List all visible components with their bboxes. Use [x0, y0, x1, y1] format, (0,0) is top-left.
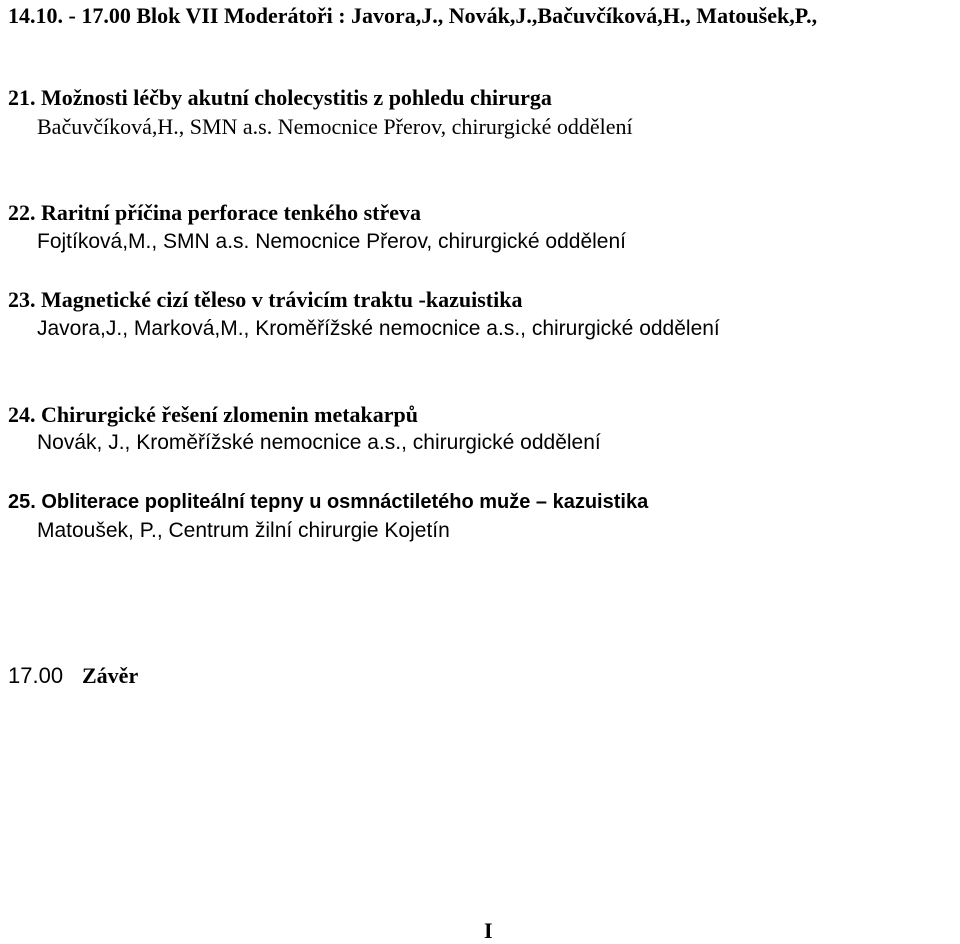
talk-21-title: 21. Možnosti léčby akutní cholecystitis z pohledu chirurga [8, 85, 552, 110]
talk-24-authors: Novák, J., Kroměřížské nemocnice a.s., chirurgické oddělení [37, 431, 601, 454]
talk-21-authors: Bačuvčíková,H., SMN a.s. Nemocnice Přerov, chirurgické oddělení [37, 114, 633, 139]
talk-22-authors: Fojtíková,M., SMN a.s. Nemocnice Přerov, chirurgické oddělení [37, 230, 626, 253]
talk-25-title: 25. Obliterace popliteální tepny u osmnáctiletého muže – kazuistika [8, 491, 649, 513]
talk-23-authors: Javora,J., Marková,M., Kroměřížské nemocnice a.s., chirurgické oddělení [37, 317, 720, 340]
closing-label: Závěr [82, 663, 139, 688]
talk-24-title: 24. Chirurgické řešení zlomenin metakarpů [8, 402, 419, 427]
talk-25-authors: Matoušek, P., Centrum žilní chirurgie Kojetín [37, 519, 450, 542]
page-number: I [484, 918, 493, 943]
block-header: 14.10. - 17.00 Blok VII Moderátoři : Javora,J., Novák,J.,Bačuvčíková,H., Matoušek,P., [8, 3, 818, 28]
closing-time: 17.00 [8, 663, 64, 688]
talk-22-title: 22. Raritní příčina perforace tenkého střeva [8, 200, 422, 225]
talk-23-title: 23. Magnetické cizí těleso v trávicím traktu -kazuistika [8, 287, 523, 312]
